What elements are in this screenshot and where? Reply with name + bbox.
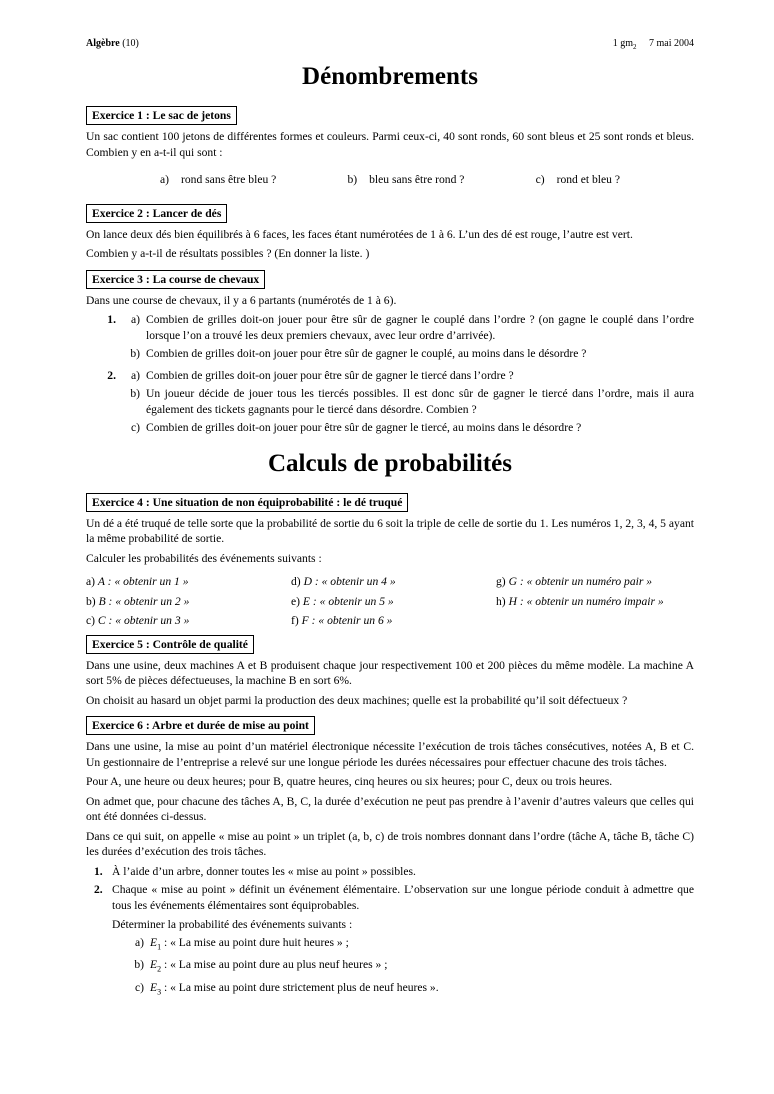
event-h: h) H : « obtenir un numéro impair » <box>496 594 664 608</box>
exercise-3-q2a: a) Combien de grilles doit-on jouer pour être sûr de gagner le tiercé dans l’ordre ? <box>130 368 514 382</box>
exercise-1-text: Un sac contient 100 jetons de différentes formes et couleurs. Parmi ceux-ci, 40 sont ronds, 60 sont bleus et 25 sont ronds et bleus. Combien y en a-t-il qui sont : <box>86 130 694 159</box>
exercise-4-events <box>86 574 694 629</box>
section-title-denombrements: Dénombrements <box>302 63 478 90</box>
exercise-6-event-2: b) $E_2$ : « La mise au point dure au plus neuf heures » ; <box>134 958 388 974</box>
exercise-6-questions <box>86 864 694 1003</box>
section-title-probabilites: Calculs de probabilités <box>267 449 513 477</box>
exercise-6-paragraph-4: Dans ce qui suit, on appelle « mise au point » un triplet (a, b, c) de trois nombres donnant dans l’ordre (tâche A, tâche B, tâche C) les durées d’exécution des trois tâches. <box>86 829 694 858</box>
event-e: e) E : « obtenir un 5 » <box>291 594 394 608</box>
exercise-6-event-1: a) $E_1$ : « La mise au point dure huit heures » ; <box>134 935 349 951</box>
exercise-1-item-c: c) rond et bleu ? <box>535 173 620 186</box>
event-c: c) C : « obtenir un 3 » <box>86 614 190 627</box>
exercise-5-text-2: On choisit au hasard un objet parmi la production des deux machines; quelle est la probabilité qu’il soit défectueux ? <box>86 693 628 707</box>
exercise-3-title: Exercice 3 : La course de chevaux <box>86 270 265 289</box>
exercise-6-question-1: 1. À l’aide d’un arbre, donner toutes les « mise au point » possibles. <box>94 864 416 878</box>
exercise-3-q1a: a) Combien de grilles doit-on jouer pour être sûr de gagner le couplé dans l’ordre ? (on gagne le couplé dans l’ordre lorsque l’on a trouvé les deux premiers chevaux, avec leur ordre d’arrivée). <box>130 313 694 342</box>
exercise-3-question-1: 1. a) Combien de grilles doit-on jouer pour être sûr de gagner le couplé dans l’ordre ? (on gagne le couplé dans l’ordre lorsque l’on a trouvé les deux premiers chevaux, avec leur ordre d’arrivée). b) Combien de grilles doit-on jouer pour être sûr de gagner le couplé, au moins dans le désordre ? <box>107 313 694 360</box>
exercise-3-q1b: b) Combien de grilles doit-on jouer pour être sûr de gagner le couplé, au moins dans le désordre ? <box>130 347 587 360</box>
chapter-number: (10) <box>122 38 139 49</box>
exercise-1-item-a: a) rond sans être bleu ? <box>160 173 277 186</box>
event-g: g) G : « obtenir un numéro pair » <box>496 575 653 588</box>
class-subscript: 2 <box>633 43 637 51</box>
exercise-6-title: Exercice 6 : Arbre et durée de mise au point <box>86 716 315 735</box>
header-right <box>613 36 694 50</box>
exercise-6-paragraph-2: Pour A, une heure ou deux heures; pour B, quatre heures, cinq heures ou six heures; pour C, deux ou trois heures. <box>86 775 613 788</box>
event-f: f) F : « obtenir un 6 » <box>291 614 393 627</box>
course-name: Algèbre <box>86 38 120 49</box>
exercise-2-title: Exercice 2 : Lancer de dés <box>86 204 227 223</box>
exercise-4-text-1: Un dé a été truqué de telle sorte que la probabilité de sortie du 6 soit la triple de celle de sortie du 1. Les numéros 1, 2, 3, 4, 5 ayant la même probabilité de sortie. <box>86 516 694 545</box>
header-date: 7 mai 2004 <box>649 38 694 49</box>
exercise-5-text-1: Dans une usine, deux machines A et B produisent chaque jour respectivement 100 et 200 pièces du même modèle. La machine A sort 5% de pièces défectueuses, la machine B en sort 6%. <box>86 658 694 687</box>
event-a: a) A : « obtenir un 1 » <box>86 575 189 588</box>
header-left <box>86 36 139 50</box>
exercise-2-text-2: Combien y a-t-il de résultats possibles ? (En donner la liste. ) <box>86 247 370 260</box>
exercise-3-q2b: b) Un joueur décide de jouer tous les tiercés possibles. Il est donc sûr de gagner le tiercé dans l’ordre, mais il aura également des tickets gagnants pour le tiercé dans désordre. Combien ? <box>130 387 694 416</box>
exercise-6-paragraph-3: On admet que, pour chacune des tâches A, B, C, la durée d’exécution ne peut pas prendre à l’avenir d’autres valeurs que celles qui ont été données ci-dessus. <box>86 794 694 823</box>
exercise-6-event-3: c) $E_3$ : « La mise au point dure strictement plus de neuf heures ». <box>134 981 439 997</box>
event-d: d) D : « obtenir un 4 » <box>291 575 396 588</box>
exercise-2-text-1: On lance deux dés bien équilibrés à 6 faces, les faces étant numérotées de 1 à 6. L’un des dé est rouge, l’autre est vert. <box>86 227 633 241</box>
exercise-5-title: Exercice 5 : Contrôle de qualité <box>86 635 254 654</box>
exercise-4-title: Exercice 4 : Une situation de non équiprobabilité : le dé truqué <box>86 493 408 512</box>
exercise-6-paragraph-1: Dans une usine, la mise au point d’un matériel électronique nécessite l’exécution de trois tâches consécutives, notées A, B et C. Un gestionnaire de l’entreprise a relevé sur une longue période les durées nécessaires pour effectuer chacune des trois tâches. <box>86 740 694 769</box>
exercise-1-items <box>160 172 620 188</box>
event-b: b) B : « obtenir un 2 » <box>86 594 190 608</box>
exercise-3-question-2: 2. a) Combien de grilles doit-on jouer pour être sûr de gagner le tiercé dans l’ordre ? b) Un joueur décide de jouer tous les tiercés possibles. Il est donc sûr de gagner le tiercé dans l’ordre, mais il aura également des tickets gagnants pour le tiercé dans désordre. Combien ? c) Combien de grilles doit-on jouer pour être sûr de gagner le tiercé, au moins dans le désordre ? <box>107 368 694 434</box>
page-header <box>86 36 694 50</box>
exercise-3-text: Dans une course de chevaux, il y a 6 partants (numérotés de 1 à 6). <box>86 293 397 307</box>
class-name: 1 gm <box>612 38 633 49</box>
exercise-3-q2c: c) Combien de grilles doit-on jouer pour être sûr de gagner le tiercé, au moins dans le désordre ? <box>130 421 582 434</box>
document-page <box>86 36 694 1006</box>
exercise-4-text-2: Calculer les probabilités des événements suivants : <box>86 551 322 565</box>
exercise-1-title: Exercice 1 : Le sac de jetons <box>86 106 237 125</box>
exercise-6-question-2: 2. Chaque « mise au point » définit un événement élémentaire. L’observation sur une longue période conduit à admettre que tous les événements élémentaires sont équiprobables. Déterminer la probabilité des événements suivants : a) $E_1$ : « La mise au point dure huit heures » ; b) $E_2$ : « La mise au point dure au plus neuf heures » ; c) $E_3$ : « La mise au point dure strictement plus de neuf heures ». <box>86 882 694 1003</box>
exercise-1-item-b: b) bleu sans être rond ? <box>347 173 465 186</box>
